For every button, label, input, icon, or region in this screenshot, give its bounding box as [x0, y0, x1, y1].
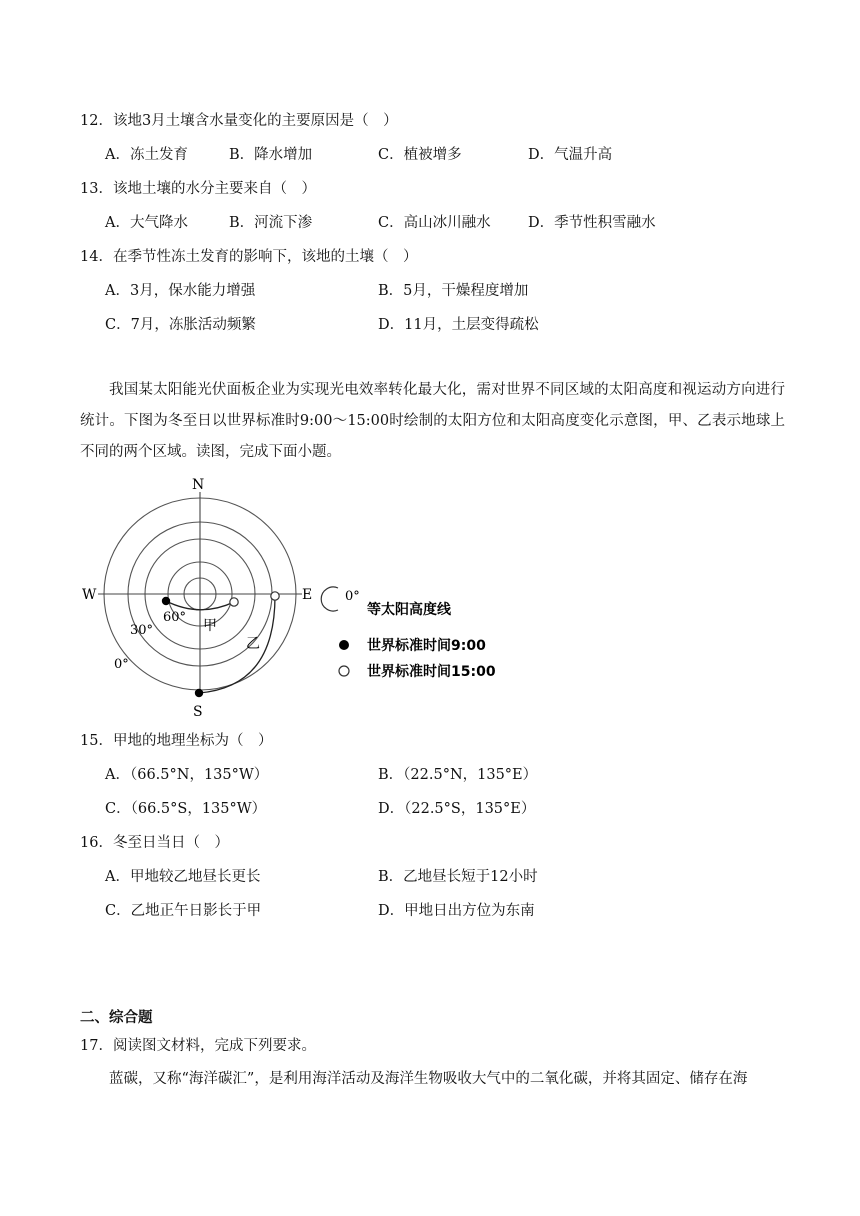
jia-label: 甲 [203, 618, 217, 634]
q14-option-a: A．3月，保水能力增强 [105, 283, 256, 299]
q15-option-d: D．（22.5°S，135°E） [378, 801, 536, 817]
west-label: W [82, 587, 97, 603]
q16-option-c: C．乙地正午日影长于甲 [105, 903, 262, 919]
q17-paragraph: 蓝碳，又称“海洋碳汇”，是利用海洋活动及海洋生物吸收大气中的二氧化碳，并将其固定、储存在海 [109, 1071, 748, 1087]
q13-option-b: B．河流下渗 [229, 215, 313, 231]
legend-3pm-label: 世界标准时间15:00 [367, 664, 496, 680]
q15-option-c: C．（66.5°S，135°W） [105, 801, 267, 817]
yi-9am-marker [195, 689, 203, 697]
q16-stem: 16．冬至日当日（ ） [80, 835, 229, 851]
altitude-0-label: 0° [114, 657, 129, 672]
q12-stem: 12．该地3月土壤含水量变化的主要原因是（ ） [80, 113, 398, 129]
north-label: N [192, 477, 205, 493]
legend-isoline-label: 等太阳高度线 [367, 602, 451, 618]
passage-text: 我国某太阳能光伏面板企业为实现光电效率转化最大化，需对世界不同区域的太阳高度和视运动方向进行统计。下图为冬至日以世界标准时9:00～15:00时绘制的太阳方位和太阳高度变化示意图，甲、乙表示地球上不同的两个区域。读图，完成下面小题。 [80, 382, 785, 460]
altitude-60-label: 60° [163, 610, 187, 625]
sun-path-diagram [70, 472, 540, 722]
q14-option-b: B．5月，干燥程度增加 [378, 283, 529, 299]
q12-option-a: A．冻土发育 [105, 147, 188, 163]
q12-option-b: B．降水增加 [229, 147, 313, 163]
q15-stem: 15．甲地的地理坐标为（ ） [80, 733, 273, 749]
q13-option-c: C．高山冰川融水 [378, 215, 491, 231]
q17-stem: 17．阅读图文材料，完成下列要求。 [80, 1038, 316, 1054]
legend-isoline-value: 0° [345, 589, 360, 604]
q16-option-b: B．乙地昼长短于12小时 [378, 869, 538, 885]
q15-option-a: A．（66.5°N，135°W） [105, 767, 269, 783]
jia-9am-marker [162, 597, 170, 605]
q12-option-d: D．气温升高 [528, 147, 613, 163]
q16-option-a: A．甲地较乙地昼长更长 [105, 869, 261, 885]
q14-stem: 14．在季节性冻土发育的影响下，该地的土壤（ ） [80, 249, 418, 265]
yi-3pm-marker [271, 592, 279, 600]
sun-path-yi [199, 596, 275, 693]
q12-option-c: C．植被增多 [378, 147, 462, 163]
legend-9am-label: 世界标准时间9:00 [367, 638, 486, 654]
east-label: E [302, 587, 313, 603]
legend-isoline-icon [321, 587, 338, 611]
q14-option-d: D．11月，土层变得疏松 [378, 317, 539, 333]
q13-stem: 13．该地土壤的水分主要来自（ ） [80, 181, 316, 197]
yi-label: 乙 [246, 636, 260, 652]
south-label: S [193, 704, 203, 720]
legend-9am-icon [339, 640, 349, 650]
legend-3pm-icon [339, 666, 349, 676]
jia-3pm-marker [230, 598, 238, 606]
q14-option-c: C．7月，冻胀活动频繁 [105, 317, 256, 333]
section2-heading: 二、综合题 [80, 1010, 153, 1026]
q13-option-d: D．季节性积雪融水 [528, 215, 656, 231]
q13-option-a: A．大气降水 [105, 215, 188, 231]
q16-option-d: D．甲地日出方位为东南 [378, 903, 535, 919]
altitude-30-label: 30° [130, 623, 154, 638]
q15-option-b: B．（22.5°N，135°E） [378, 767, 538, 783]
